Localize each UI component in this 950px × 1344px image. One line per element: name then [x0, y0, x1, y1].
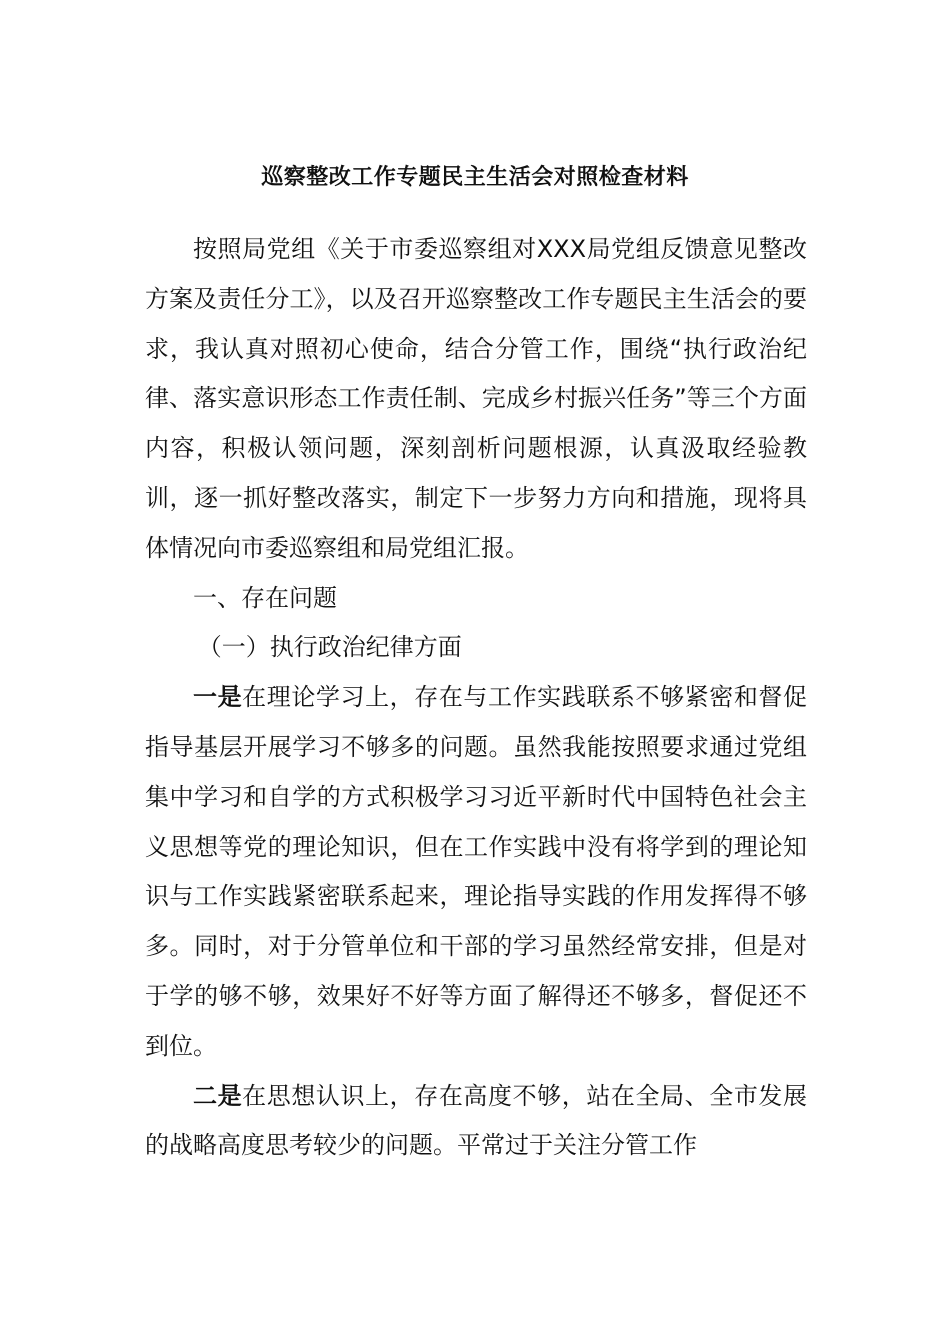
subsection-heading: （一）执行政治纪律方面	[197, 633, 462, 662]
item-text-1: 在理论学习上，存在与工作实践联系不够紧密和督促指导基层开展学习不够多的问题。虽然我能按照要求通过党组集中学习和自学的方式积极学习习近平新时代中国特色社会主义思想等党的理论知识，但在工作实践中没有将学到的理论知识与工作实践紧密联系起来，理论指导实践的作用发挥得不够多。同时，对于分管单位和干部的学习虽然经常安排，但是对于学的够不够，效果好不好等方面了解得还不够多，督促还不到位。	[145, 683, 808, 1060]
intro-paragraph: 按照局党组《关于市委巡察组对XXX局党组反馈意见整改方案及责任分工》，以及召开巡察整改工作专题民主生活会的要求，我认真对照初心使命，结合分管工作，围绕“执行政治纪律、落实意识形态工作责任制、完成乡村振兴任务”等三个方面内容，积极认领问题，深刻剖析问题根源，认真汲取经验教训，逐一抓好整改落实，制定下一步努力方向和措施，现将具体情况向市委巡察组和局党组汇报。	[145, 235, 807, 562]
item-lead-2: 二是	[193, 1081, 243, 1110]
item-text-2: 在思想认识上，存在高度不够，站在全局、全市发展的战略高度思考较少的问题。平常过于关注分管工作	[145, 1081, 808, 1160]
item-paragraph-1	[145, 673, 807, 1071]
section-heading: 一、存在问题	[193, 583, 337, 612]
document-body	[145, 225, 807, 1171]
item-lead-1: 一是	[193, 683, 243, 712]
document-title: 巡察整改工作专题民主生活会对照检查材料	[261, 165, 689, 190]
item-paragraph-2	[145, 1072, 807, 1172]
